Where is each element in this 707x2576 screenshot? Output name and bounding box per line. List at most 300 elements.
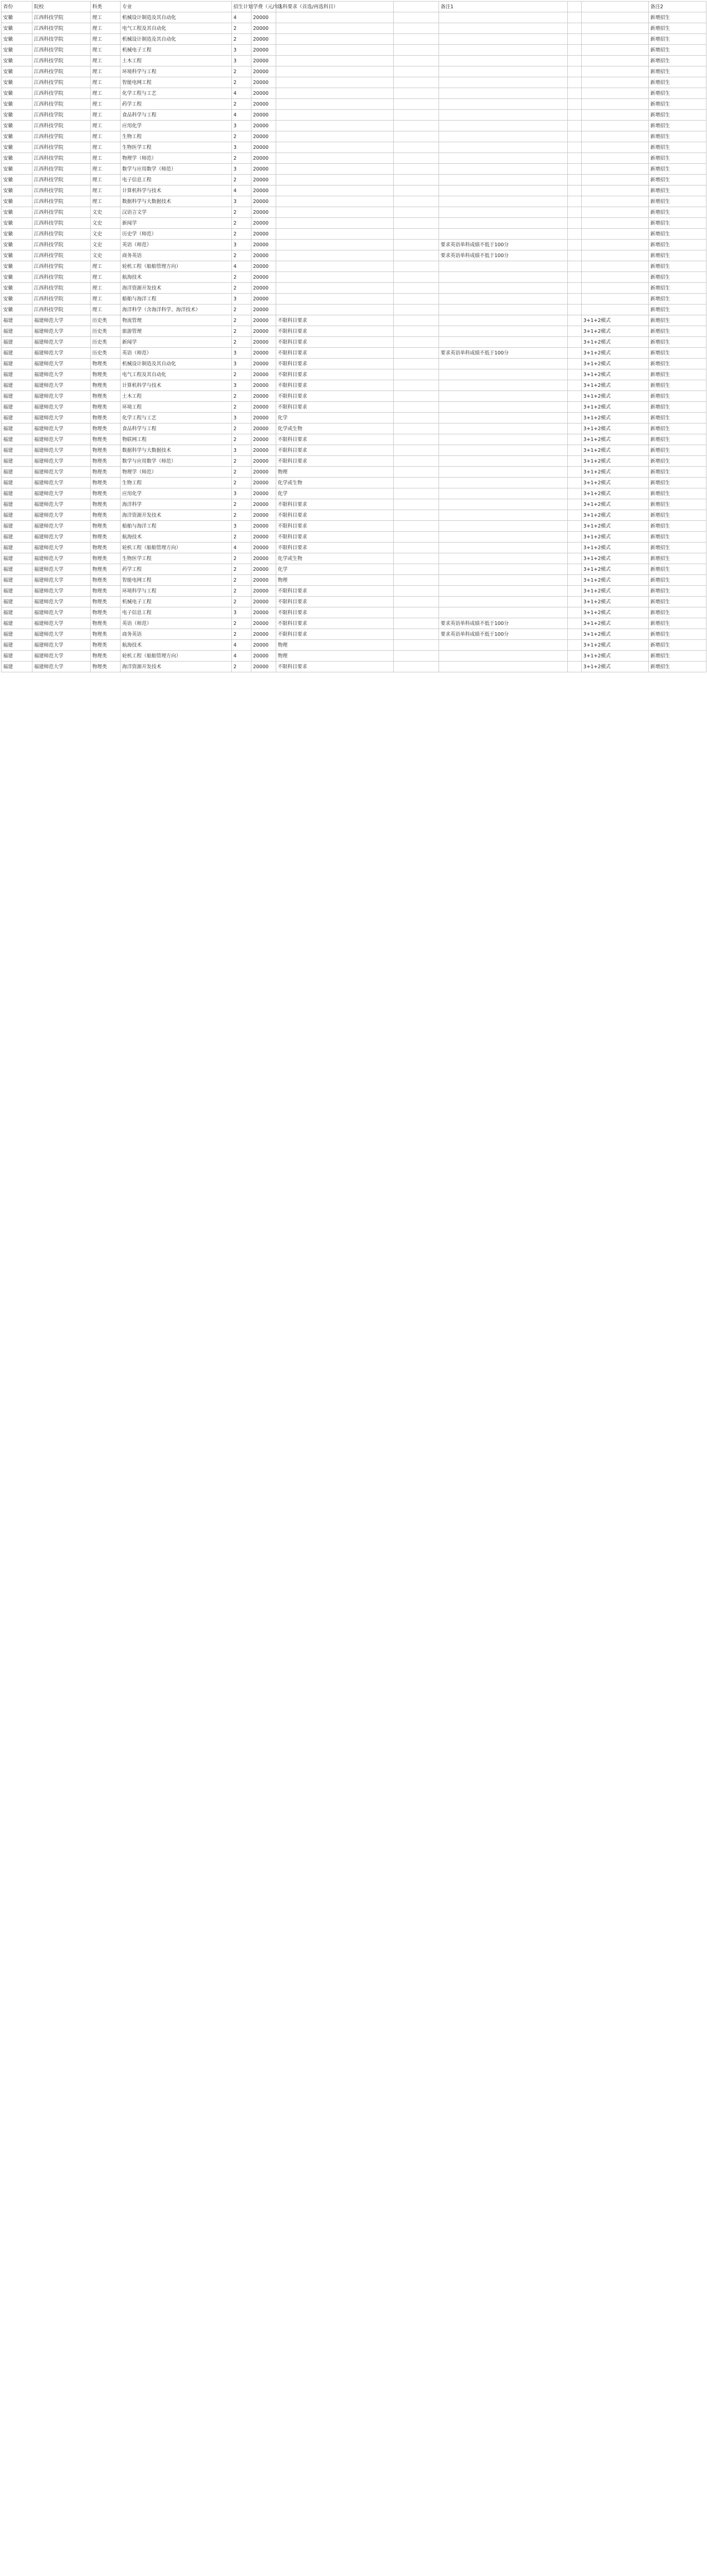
cell-mode [582,185,649,196]
cell-school: 江西科技学院 [32,240,91,250]
cell-status: 新增招生 [649,586,706,597]
cell-blank2 [568,142,582,153]
cell-blank [394,359,439,369]
cell-note [439,131,568,142]
cell-major: 数据科学与大数据技术 [121,445,232,456]
cell-blank [394,413,439,423]
cell-quota: 2 [232,629,251,640]
admissions-table [1,1,706,672]
cell-subject-req: 物理 [276,651,394,662]
cell-tuition: 20000 [251,207,276,218]
cell-note [439,153,568,164]
cell-subject-req [276,175,394,185]
cell-province: 福建 [2,369,32,380]
cell-school: 福建师范大学 [32,629,91,640]
cell-blank2 [568,532,582,543]
cell-subject-req [276,283,394,294]
cell-blank [394,337,439,348]
cell-tuition: 20000 [251,586,276,597]
cell-blank2 [568,629,582,640]
cell-category: 物理类 [91,618,121,629]
table-row [2,402,706,413]
cell-province: 福建 [2,402,32,413]
cell-status: 新增招生 [649,272,706,283]
cell-status: 新增招生 [649,607,706,618]
cell-province: 安徽 [2,45,32,56]
cell-blank2 [568,196,582,207]
cell-category: 物理类 [91,521,121,532]
cell-subject-req [276,229,394,240]
table-row [2,662,706,672]
cell-note [439,478,568,488]
cell-subject-req: 不限科目要求 [276,521,394,532]
cell-tuition: 20000 [251,326,276,337]
cell-tuition: 20000 [251,12,276,23]
cell-school: 福建师范大学 [32,337,91,348]
cell-province: 福建 [2,607,32,618]
cell-quota: 2 [232,315,251,326]
cell-province: 安徽 [2,77,32,88]
cell-major: 机械设计制造及其自动化 [121,34,232,45]
cell-school: 福建师范大学 [32,575,91,586]
table-row [2,294,706,304]
cell-blank [394,131,439,142]
cell-blank2 [568,359,582,369]
cell-subject-req: 不限科目要求 [276,359,394,369]
cell-category: 理工 [91,294,121,304]
cell-subject-req: 化学 [276,564,394,575]
cell-subject-req [276,23,394,34]
cell-category: 理工 [91,34,121,45]
cell-quota: 2 [232,326,251,337]
cell-status: 新增招生 [649,402,706,413]
table-row [2,56,706,66]
cell-quota: 2 [232,66,251,77]
table-row [2,597,706,607]
cell-school: 江西科技学院 [32,142,91,153]
cell-subject-req: 不限科目要求 [276,607,394,618]
cell-quota: 3 [232,359,251,369]
cell-mode [582,261,649,272]
cell-status: 新增招生 [649,164,706,175]
cell-status: 新增招生 [649,423,706,434]
cell-subject-req: 不限科目要求 [276,402,394,413]
cell-province: 福建 [2,348,32,359]
cell-major: 海洋资源开发技术 [121,662,232,672]
cell-school: 福建师范大学 [32,532,91,543]
cell-quota: 3 [232,380,251,391]
cell-mode [582,240,649,250]
cell-major: 药学工程 [121,564,232,575]
cell-subject-req: 不限科目要求 [276,326,394,337]
cell-blank2 [568,12,582,23]
cell-province: 安徽 [2,12,32,23]
cell-mode [582,34,649,45]
cell-subject-req: 不限科目要求 [276,543,394,553]
cell-major: 食品科学与工程 [121,423,232,434]
cell-subject-req [276,99,394,110]
cell-category: 物理类 [91,499,121,510]
cell-school: 福建师范大学 [32,478,91,488]
cell-major: 环境科学与工程 [121,586,232,597]
cell-subject-req [276,185,394,196]
cell-mode [582,250,649,261]
table-row [2,467,706,478]
cell-school: 江西科技学院 [32,294,91,304]
cell-mode [582,218,649,229]
cell-blank [394,607,439,618]
cell-mode [582,121,649,131]
cell-quota: 2 [232,402,251,413]
cell-mode: 3+1+2模式 [582,391,649,402]
table-row [2,564,706,575]
cell-school: 福建师范大学 [32,348,91,359]
cell-subject-req: 物理 [276,640,394,651]
cell-mode: 3+1+2模式 [582,402,649,413]
cell-mode [582,66,649,77]
cell-school: 福建师范大学 [32,607,91,618]
cell-blank [394,380,439,391]
cell-note [439,532,568,543]
cell-major: 应用化学 [121,488,232,499]
cell-major: 英语（师范） [121,240,232,250]
cell-blank [394,532,439,543]
cell-blank [394,77,439,88]
cell-province: 福建 [2,543,32,553]
cell-tuition: 20000 [251,283,276,294]
cell-province: 安徽 [2,283,32,294]
cell-status: 新增招生 [649,499,706,510]
cell-subject-req [276,250,394,261]
cell-province: 安徽 [2,294,32,304]
cell-note: 要求英语单科成绩不低于100分 [439,629,568,640]
cell-blank2 [568,240,582,250]
cell-subject-req [276,196,394,207]
cell-tuition: 20000 [251,45,276,56]
cell-category: 物理类 [91,640,121,651]
cell-subject-req [276,218,394,229]
cell-category: 物理类 [91,629,121,640]
cell-major: 环境工程 [121,402,232,413]
cell-quota: 2 [232,423,251,434]
cell-tuition: 20000 [251,629,276,640]
cell-category: 理工 [91,12,121,23]
cell-blank [394,445,439,456]
cell-subject-req [276,34,394,45]
cell-category: 物理类 [91,586,121,597]
table-row [2,99,706,110]
cell-status: 新增招生 [649,532,706,543]
cell-tuition: 20000 [251,532,276,543]
cell-mode [582,88,649,99]
cell-blank2 [568,586,582,597]
cell-school: 福建师范大学 [32,618,91,629]
cell-category: 物理类 [91,553,121,564]
cell-province: 福建 [2,488,32,499]
cell-blank [394,326,439,337]
cell-blank2 [568,207,582,218]
cell-tuition: 20000 [251,467,276,478]
cell-mode: 3+1+2模式 [582,359,649,369]
cell-mode: 3+1+2模式 [582,326,649,337]
cell-blank [394,499,439,510]
cell-school: 福建师范大学 [32,402,91,413]
cell-blank [394,283,439,294]
cell-quota: 4 [232,12,251,23]
cell-status: 新增招生 [649,250,706,261]
cell-school: 江西科技学院 [32,229,91,240]
cell-province: 安徽 [2,131,32,142]
cell-mode: 3+1+2模式 [582,575,649,586]
cell-blank [394,12,439,23]
table-row [2,121,706,131]
cell-quota: 2 [232,283,251,294]
cell-blank2 [568,153,582,164]
cell-mode [582,272,649,283]
cell-mode [582,229,649,240]
cell-quota: 2 [232,218,251,229]
cell-subject-req: 不限科目要求 [276,380,394,391]
cell-blank2 [568,304,582,315]
cell-quota: 2 [232,456,251,467]
cell-mode: 3+1+2模式 [582,456,649,467]
cell-tuition: 20000 [251,164,276,175]
cell-mode [582,294,649,304]
cell-major: 航海技术 [121,640,232,651]
cell-mode: 3+1+2模式 [582,618,649,629]
cell-category: 理工 [91,131,121,142]
cell-province: 福建 [2,651,32,662]
cell-blank2 [568,445,582,456]
cell-note [439,597,568,607]
cell-note: 要求英语单科成绩不低于100分 [439,618,568,629]
cell-school: 江西科技学院 [32,56,91,66]
cell-mode [582,77,649,88]
cell-province: 安徽 [2,23,32,34]
cell-note [439,337,568,348]
cell-note [439,553,568,564]
cell-school: 福建师范大学 [32,315,91,326]
cell-blank2 [568,467,582,478]
cell-blank [394,629,439,640]
cell-major: 新闻学 [121,218,232,229]
cell-category: 理工 [91,23,121,34]
cell-school: 福建师范大学 [32,369,91,380]
cell-quota: 3 [232,121,251,131]
table-row [2,66,706,77]
cell-quota: 2 [232,467,251,478]
cell-status: 新增招生 [649,337,706,348]
table-row [2,131,706,142]
cell-quota: 2 [232,564,251,575]
cell-note [439,45,568,56]
cell-note [439,488,568,499]
table-row [2,153,706,164]
cell-tuition: 20000 [251,510,276,521]
cell-tuition: 20000 [251,110,276,121]
cell-major: 海洋资源开发技术 [121,283,232,294]
cell-quota: 4 [232,185,251,196]
cell-status: 新增招生 [649,380,706,391]
cell-blank [394,45,439,56]
cell-quota: 4 [232,88,251,99]
header-cell: 科类 [91,2,121,12]
cell-school: 江西科技学院 [32,34,91,45]
cell-category: 理工 [91,261,121,272]
cell-blank [394,207,439,218]
cell-status: 新增招生 [649,413,706,423]
cell-blank [394,597,439,607]
table-row [2,607,706,618]
cell-school: 福建师范大学 [32,326,91,337]
cell-blank [394,662,439,672]
cell-subject-req: 不限科目要求 [276,456,394,467]
cell-subject-req [276,272,394,283]
cell-status: 新增招生 [649,651,706,662]
table-row [2,532,706,543]
cell-category: 理工 [91,45,121,56]
cell-blank2 [568,488,582,499]
cell-blank [394,510,439,521]
cell-category: 理工 [91,99,121,110]
cell-blank2 [568,326,582,337]
cell-school: 福建师范大学 [32,445,91,456]
cell-quota: 2 [232,499,251,510]
cell-status: 新增招生 [649,12,706,23]
cell-status: 新增招生 [649,326,706,337]
cell-province: 福建 [2,478,32,488]
cell-status: 新增招生 [649,315,706,326]
cell-tuition: 20000 [251,423,276,434]
cell-status: 新增招生 [649,207,706,218]
cell-note [439,607,568,618]
cell-blank [394,456,439,467]
cell-blank2 [568,423,582,434]
cell-note [439,294,568,304]
cell-major: 机械电子工程 [121,45,232,56]
cell-blank [394,164,439,175]
cell-status: 新增招生 [649,521,706,532]
cell-status: 新增招生 [649,640,706,651]
cell-status: 新增招生 [649,77,706,88]
cell-quota: 2 [232,250,251,261]
cell-mode [582,164,649,175]
table-row [2,326,706,337]
cell-blank2 [568,56,582,66]
cell-blank2 [568,543,582,553]
cell-school: 福建师范大学 [32,586,91,597]
cell-province: 安徽 [2,121,32,131]
cell-mode: 3+1+2模式 [582,488,649,499]
cell-blank2 [568,510,582,521]
cell-province: 福建 [2,629,32,640]
cell-quota: 2 [232,597,251,607]
table-row [2,207,706,218]
cell-blank2 [568,250,582,261]
cell-note [439,34,568,45]
cell-status: 新增招生 [649,359,706,369]
cell-major: 海洋科学（含海洋科学、海洋技术） [121,304,232,315]
cell-school: 江西科技学院 [32,185,91,196]
cell-mode: 3+1+2模式 [582,445,649,456]
cell-note [439,359,568,369]
cell-quota: 2 [232,229,251,240]
cell-blank2 [568,164,582,175]
cell-tuition: 20000 [251,553,276,564]
cell-quota: 3 [232,45,251,56]
cell-status: 新增招生 [649,185,706,196]
cell-note [439,413,568,423]
cell-category: 理工 [91,304,121,315]
cell-quota: 2 [232,207,251,218]
cell-province: 福建 [2,359,32,369]
cell-category: 物理类 [91,391,121,402]
cell-note: 要求英语单科成绩不低于100分 [439,250,568,261]
cell-status: 新增招生 [649,488,706,499]
cell-tuition: 20000 [251,445,276,456]
cell-quota: 4 [232,640,251,651]
table-row [2,434,706,445]
cell-school: 江西科技学院 [32,304,91,315]
cell-school: 江西科技学院 [32,110,91,121]
cell-major: 生物工程 [121,131,232,142]
cell-status: 新增招生 [649,56,706,66]
cell-province: 安徽 [2,88,32,99]
cell-blank2 [568,662,582,672]
cell-major: 轮机工程（船舶管理方向） [121,261,232,272]
cell-note [439,229,568,240]
cell-note [439,66,568,77]
cell-blank [394,543,439,553]
cell-subject-req: 不限科目要求 [276,369,394,380]
cell-blank [394,34,439,45]
header-cell: 学费（元/年） [251,2,276,12]
cell-category: 物理类 [91,445,121,456]
cell-province: 福建 [2,467,32,478]
cell-major: 化学工程与工艺 [121,413,232,423]
cell-status: 新增招生 [649,467,706,478]
cell-quota: 2 [232,553,251,564]
cell-quota: 3 [232,488,251,499]
cell-blank [394,651,439,662]
cell-category: 物理类 [91,413,121,423]
cell-blank [394,348,439,359]
cell-blank [394,56,439,66]
cell-school: 福建师范大学 [32,434,91,445]
cell-category: 理工 [91,77,121,88]
cell-school: 江西科技学院 [32,121,91,131]
cell-category: 理工 [91,56,121,66]
cell-school: 江西科技学院 [32,12,91,23]
cell-major: 土木工程 [121,391,232,402]
cell-status: 新增招生 [649,510,706,521]
cell-quota: 3 [232,196,251,207]
cell-category: 理工 [91,175,121,185]
cell-major: 智能电网工程 [121,575,232,586]
table-row [2,185,706,196]
cell-tuition: 20000 [251,175,276,185]
cell-tuition: 20000 [251,543,276,553]
cell-quota: 2 [232,304,251,315]
cell-school: 江西科技学院 [32,99,91,110]
cell-subject-req: 不限科目要求 [276,618,394,629]
cell-category: 文史 [91,207,121,218]
cell-note [439,499,568,510]
header-cell [394,2,439,12]
table-row [2,478,706,488]
cell-blank2 [568,618,582,629]
cell-subject-req: 不限科目要求 [276,510,394,521]
